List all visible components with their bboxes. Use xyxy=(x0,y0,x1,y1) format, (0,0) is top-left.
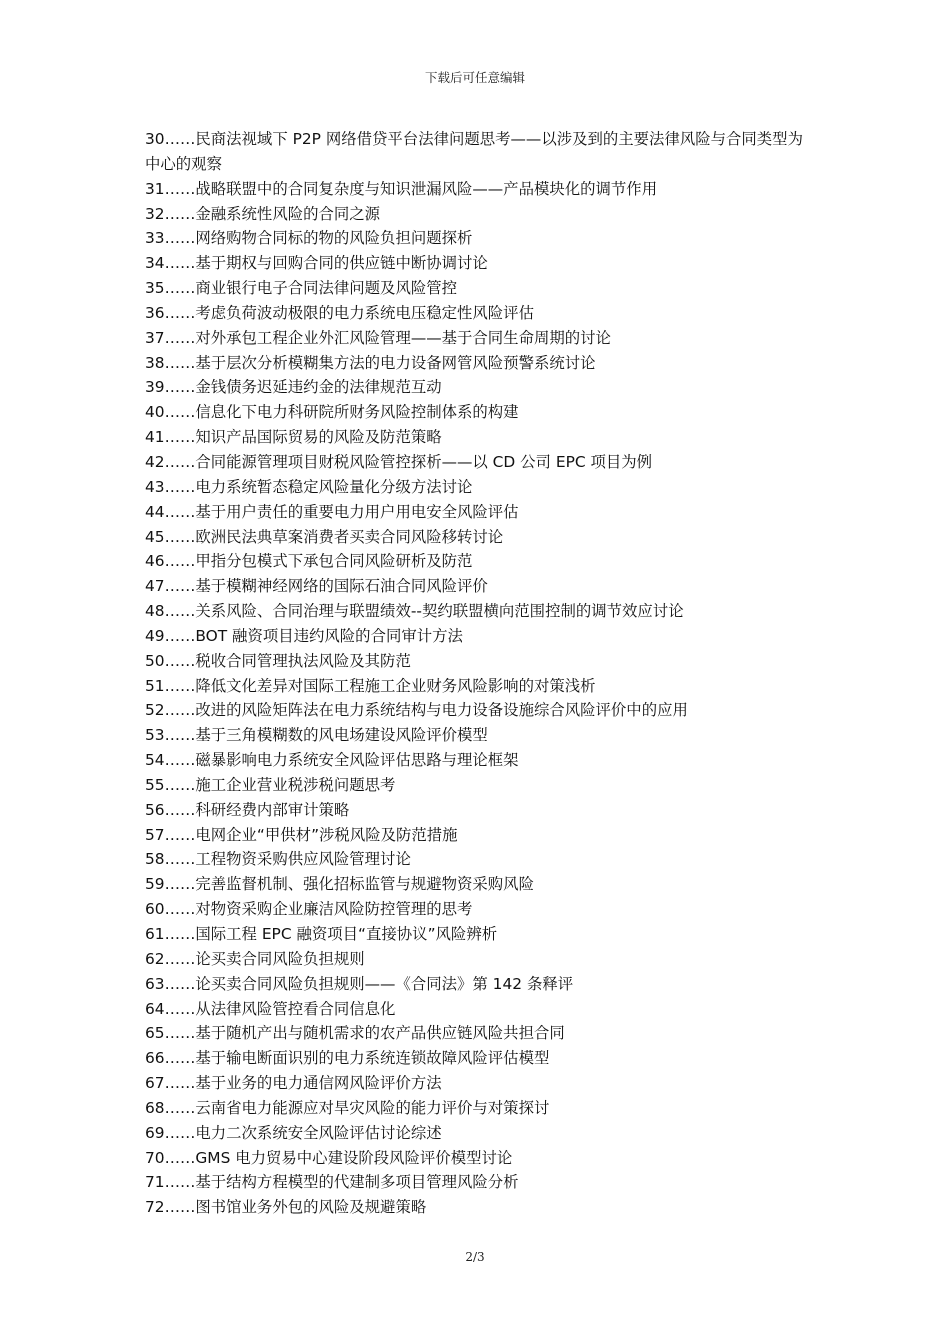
list-item: 67……基于业务的电力通信网风险评价方法 xyxy=(145,1074,442,1093)
list-item: 66……基于输电断面识别的电力系统连锁故障风险评估模型 xyxy=(145,1049,550,1068)
list-item: 63……论买卖合同风险负担规则——《合同法》第 142 条释评 xyxy=(145,974,574,993)
list-item: 37……对外承包工程企业外汇风险管理——基于合同生命周期的讨论 xyxy=(145,328,611,347)
list-item: 51……降低文化差异对国际工程施工企业财务风险影响的对策浅析 xyxy=(145,676,596,695)
list-item: 57……电网企业“甲供材”涉税风险及防范措施 xyxy=(145,825,458,844)
list-item: 40……信息化下电力科研院所财务风险控制体系的构建 xyxy=(145,403,519,422)
list-item: 62……论买卖合同风险负担规则 xyxy=(145,949,365,968)
list-item: 47……基于模糊神经网络的国际石油合同风险评价 xyxy=(145,577,488,596)
list-item: 58……工程物资采购供应风险管理讨论 xyxy=(145,850,411,869)
list-item: 71……基于结构方程模型的代建制多项目管理风险分析 xyxy=(145,1173,519,1192)
list-item: 52……改进的风险矩阵法在电力系统结构与电力设备设施综合风险评价中的应用 xyxy=(145,701,688,720)
list-item: 46……甲指分包模式下承包合同风险研析及防范 xyxy=(145,552,473,571)
list-item: 55……施工企业营业税涉税问题思考 xyxy=(145,775,396,794)
list-item: 50……税收合同管理执法风险及其防范 xyxy=(145,651,411,670)
list-item: 48……关系风险、合同治理与联盟绩效--契约联盟横向范围控制的调节效应讨论 xyxy=(145,602,684,621)
list-item: 42……合同能源管理项目财税风险管控探析——以 CD 公司 EPC 项目为例 xyxy=(145,452,653,471)
list-item: 64……从法律风险管控看合同信息化 xyxy=(145,999,396,1018)
list-item: 68……云南省电力能源应对旱灾风险的能力评价与对策探讨 xyxy=(145,1098,550,1117)
list-item: 53……基于三角模糊数的风电场建设风险评价模型 xyxy=(145,726,488,745)
list-item: 72……图书馆业务外包的风险及规避策略 xyxy=(145,1198,427,1217)
list-item: 54……磁暴影响电力系统安全风险评估思路与理论框架 xyxy=(145,751,519,770)
list-item: 36……考虑负荷波动极限的电力系统电压稳定性风险评估 xyxy=(145,303,534,322)
list-item: 41……知识产品国际贸易的风险及防范策略 xyxy=(145,428,442,447)
list-item: 60……对物资采购企业廉洁风险防控管理的思考 xyxy=(145,900,473,919)
list-item: 43……电力系统暂态稳定风险量化分级方法讨论 xyxy=(145,477,473,496)
list-item: 45……欧洲民法典草案消费者买卖合同风险移转讨论 xyxy=(145,527,504,546)
list-item: 61……国际工程 EPC 融资项目“直接协议”风险辨析 xyxy=(145,925,498,943)
list-item: 49……BOT 融资项目违约风险的合同审计方法 xyxy=(145,626,463,645)
list-item: 56……科研经费内部审计策略 xyxy=(145,800,350,819)
list-item: 39……金钱债务迟延违约金的法律规范互动 xyxy=(145,378,442,397)
list-item: 65……基于随机产出与随机需求的农产品供应链风险共担合同 xyxy=(145,1024,565,1043)
list-item: 31……战略联盟中的合同复杂度与知识泄漏风险——产品模块化的调节作用 xyxy=(145,179,658,198)
list-item: 34……基于期权与回购合同的供应链中断协调讨论 xyxy=(145,254,488,273)
list-item: 33……网络购物合同标的物的风险负担问题探析 xyxy=(145,229,473,248)
list-item: 35……商业银行电子合同法律问题及风险管控 xyxy=(145,279,458,298)
list-item: 69……电力二次系统安全风险评估讨论综述 xyxy=(145,1123,442,1142)
reference-list xyxy=(145,127,813,1220)
page-number: 2/3 xyxy=(465,1250,485,1264)
list-item: 70……GMS 电力贸易中心建设阶段风险评价模型讨论 xyxy=(145,1148,513,1167)
list-item: 30……民商法视域下 P2P 网络借贷平台法律问题思考——以涉及到的主要法律风险与合同类型为中心的观察 xyxy=(145,130,803,173)
list-item: 59……完善监督机制、强化招标监管与规避物资采购风险 xyxy=(145,875,534,894)
list-item: 38……基于层次分析模糊集方法的电力设备网管风险预警系统讨论 xyxy=(145,353,596,372)
list-item: 32……金融系统性风险的合同之源 xyxy=(145,204,381,223)
page-header: 下载后可任意编辑 xyxy=(424,70,525,85)
list-item: 44……基于用户责任的重要电力用户用电安全风险评估 xyxy=(145,502,519,521)
